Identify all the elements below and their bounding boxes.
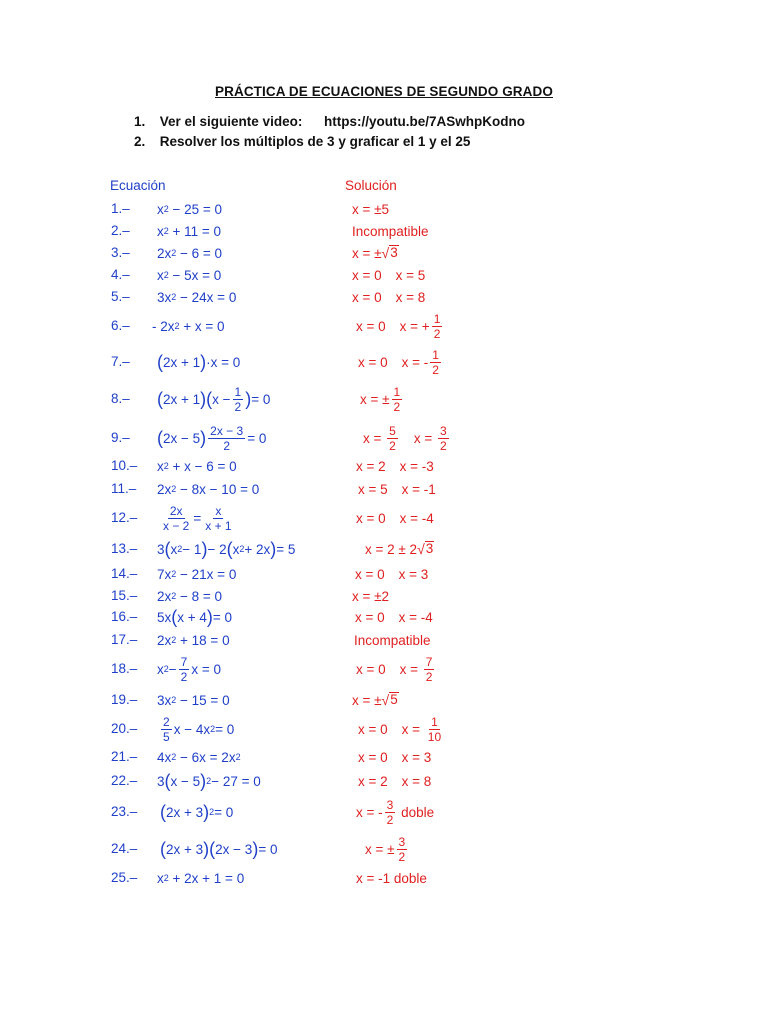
equation: ( 2x + 1 ) ·x = 0 [157,352,241,372]
table-row [0,241,768,265]
table-row [0,654,768,684]
table-row [0,745,768,769]
equation-number: 19.– [111,692,138,707]
equation: 5x ( x + 4 ) = 0 [157,607,233,627]
equation-number: 21.– [111,749,138,764]
solution: x = 2 x = 8 [358,773,432,789]
table-row [0,423,768,453]
equation-number: 10.– [111,458,138,473]
solution: x = ± $\frac{1}{2}$ [360,384,401,414]
solution: x = 5 x = -1 [358,481,436,497]
equation-number: 9.– [111,430,130,445]
equation: - 2x 2 + x = 0 [152,318,225,334]
equation-number: 22.– [111,773,138,788]
table-row [0,769,768,793]
equation: ( 2x + 3 ) ( 2x − 3 ) = 0 [160,839,278,859]
equation: ( 2x + 3 ) 2 = 0 [160,802,234,822]
table-row [0,628,768,652]
solution: x = 0 x = 5 [352,267,426,283]
equation-number: 23.– [111,804,138,819]
table-row [0,347,768,377]
solution: x = 0 x = 3 [358,749,432,765]
table-row [0,384,768,414]
solution: x = 0 x = 3 [355,566,429,582]
equation: 2x 2 − 8 = 0 [157,588,223,604]
table-row [0,834,768,864]
table-row [0,605,768,629]
table-row [0,688,768,712]
equation: 3x 2 − 15 = 0 [157,692,230,708]
solution: x = ± $\frac{3}{2}$ [365,834,406,864]
equation-number: 11.– [111,481,137,496]
table-row [0,311,768,341]
table-row [0,797,768,827]
equation: x 2 + 2x + 1 = 0 [157,870,245,886]
equation: ( 2x − 5 ) $\frac{2x - 3}{2}$ = 0 [157,423,267,453]
equation: x 2 + x − 6 = 0 [157,458,237,474]
table-row [0,714,768,744]
solution: x = $\frac{5}{2}$ x = $\frac{3}{2}$ [363,423,447,453]
solution: x = 0 x = $\frac{1}{10}$ [358,714,442,744]
instruction-text: Ver el siguiente video: [159,114,303,129]
equation-number: 5.– [111,289,130,304]
equation-number: 24.– [111,841,138,856]
equation: 2x 2 + 18 = 0 [157,632,230,648]
instruction-number: 2. [134,134,146,149]
equation: 4x 2 − 6x = 2x 2 [157,749,241,765]
equation-number: 16.– [111,609,138,624]
equation-number: 6.– [111,318,130,333]
solution: x = 0 x = 8 [352,289,426,305]
table-row [0,219,768,243]
equation: x 2 − 5x = 0 [157,267,222,283]
solution: x = 0 x = -4 [356,510,434,526]
table-row [0,197,768,221]
equation: $\frac{2x}{x - 2}$ = $\frac{x}{x + 1}$ [163,503,232,533]
solution: x = 2 x = -3 [356,458,434,474]
table-row [0,454,768,478]
equation-number: 14.– [111,566,138,581]
equation: 2x 2 − 6 = 0 [157,245,223,261]
solution: Incompatible [352,223,429,239]
equation: 3x 2 − 24x = 0 [157,289,237,305]
table-row [0,477,768,501]
equation-column-header: Ecuación [110,178,166,193]
equation: x 2 − $\frac{7}{2}$ x = 0 [157,654,221,684]
video-link[interactable]: https://youtu.be/7ASwhpKodno [324,114,525,129]
equation-number: 17.– [111,632,138,647]
table-row [0,503,768,533]
solution: x = 2 ± 2 √ 3 [365,541,434,557]
instruction-2 [134,134,470,149]
equation-number: 2.– [111,223,130,238]
solution: x = ±5 [352,201,390,217]
solution: x = ± √ 5 [352,692,398,708]
equation-number: 3.– [111,245,130,260]
equation: 3 ( x − 5 ) 2 − 27 = 0 [157,771,261,791]
table-row [0,263,768,287]
table-row [0,866,768,890]
equation-number: 8.– [111,391,130,406]
solution: x = ± √ 3 [352,245,398,261]
solution: x = -1 doble [356,870,427,886]
equation-number: 4.– [111,267,130,282]
solution: x = ±2 [352,588,390,604]
equation-number: 25.– [111,870,138,885]
equation: 7x 2 − 21x = 0 [157,566,237,582]
solution: x = - $\frac{3}{2}$ doble [356,797,435,827]
solution: x = 0 x = $\frac{7}{2}$ [356,654,433,684]
instruction-text: Resolver los múltiplos de 3 y graficar el 1 y el 25 [159,134,471,149]
equation-number: 1.– [111,201,130,216]
equation: $\frac{2}{5}$ x − 4x 2 = 0 [163,714,235,744]
equation-number: 13.– [111,541,138,556]
table-row [0,537,768,561]
page-title: PRÁCTICA DE ECUACIONES DE SEGUNDO GRADO [215,84,553,99]
equation: ( 2x + 1 ) ( x − $\frac{1}{2}$ ) = 0 [157,384,271,414]
solution: x = 0 x = -4 [355,609,433,625]
solution: Incompatible [354,632,431,648]
table-row [0,562,768,586]
solution: x = 0 x = - $\frac{1}{2}$ [358,347,439,377]
instruction-number: 1. [134,114,146,129]
equation-number: 20.– [111,721,138,736]
equation: 3 ( x 2 − 1 ) − 2 ( x 2 + 2x ) = 5 [157,539,296,559]
equation-number: 18.– [111,661,138,676]
equation-number: 12.– [111,510,138,525]
table-row [0,285,768,309]
equation-number: 15.– [111,588,138,603]
equation: x 2 − 25 = 0 [157,201,223,217]
solution: x = 0 x = + $\frac{1}{2}$ [356,311,441,341]
solution-column-header: Solución [345,178,397,193]
equation: 2x 2 − 8x − 10 = 0 [157,481,260,497]
equation: x 2 + 11 = 0 [157,223,222,239]
instruction-1 [134,114,525,129]
equation-number: 7.– [111,354,130,369]
